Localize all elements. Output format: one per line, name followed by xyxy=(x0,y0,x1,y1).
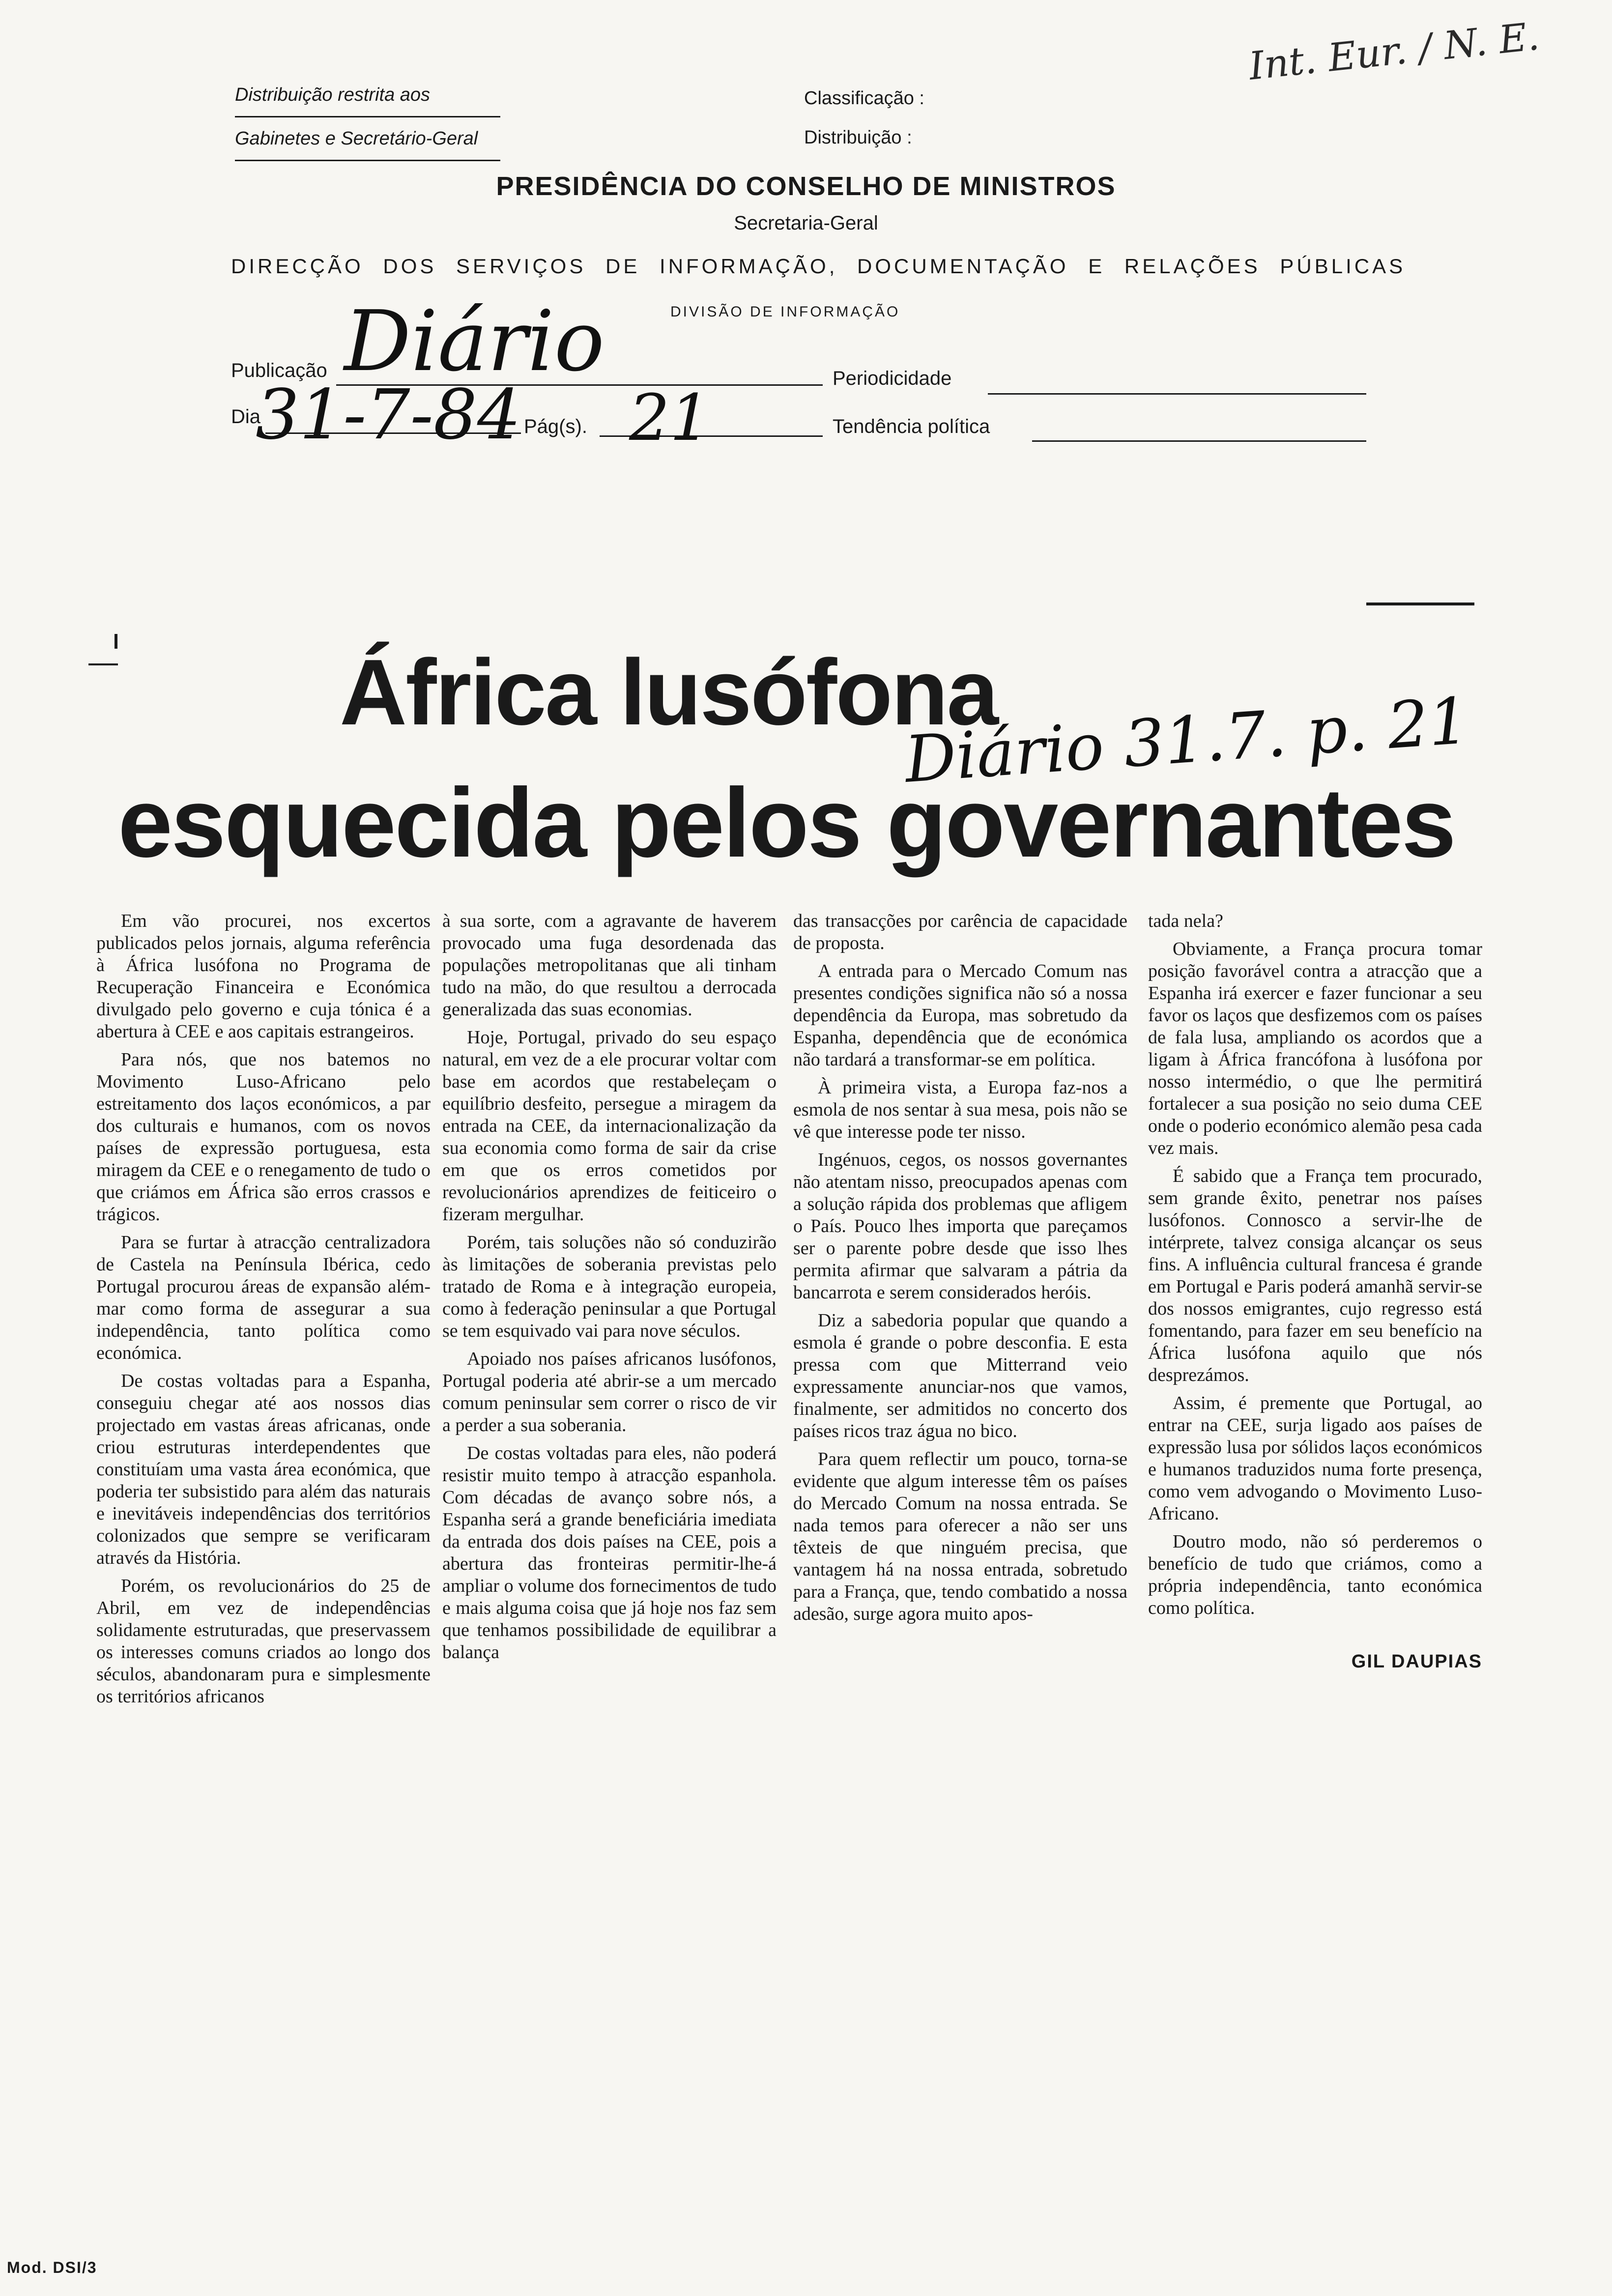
pags-handwritten: 21 xyxy=(629,380,711,455)
handwritten-corner-note: Int. Eur. / N. E. xyxy=(1246,14,1542,89)
distribution-notice xyxy=(235,74,500,161)
decorative-rule xyxy=(1366,603,1474,605)
publicacao-label: Publicação xyxy=(231,360,327,381)
paragraph: De costas voltadas para eles, não poderá resistir muito tempo à atracção espanhola. Com décadas de avanço sobre nós, a Espanha será a grande beneficiária imediata da entrada dos dois países na CEE, pois a abertura das fronteiras permitir-lhe-á ampliar o volume dos fornecimentos de tudo e mais alguma coisa que já hoje nos faz sem que tenhamos possibilidade de equilibrar a balança xyxy=(442,1443,777,1663)
division-heading: DIVISÃO DE INFORMAÇÃO xyxy=(670,304,900,320)
paragraph: Para nós, que nos batemos no Movimento Luso-Africano pelo estreitamento dos laços económicos, a par dos culturais e humanos, com os novos países de expressão portuguesa, esta miragem da CEE e o renegamento de tudo o que criámos em África são erros crassos e trágicos. xyxy=(96,1049,431,1225)
paragraph: Obviamente, a França procura tomar posição favorável contra a atracção que a Espanha irá exercer e fazer funcionar a seu favor os laços que desfizemos com os países de fala lusa, ampliando os acordos que a ligam à África francófona à lusófona por nosso intermédio, o que lhe permitirá fortalecer a sua posição no seio duma CEE onde o poderio económico alemão pesa cada vez mais. xyxy=(1148,939,1482,1158)
paragraph: É sabido que a França tem procurado, sem grande êxito, penetrar nos países lusófonos. Connosco a servir-lhe de intérprete, talvez consiga alcançar os seus fins. A influência cultural francesa é grande em Portugal e Paris poderá amanhã servir-se dos nossos emigrantes, cujo regresso está fomentando, para fazer em seu benefício na África lusófona aquilo que nós desprezámos. xyxy=(1148,1166,1482,1385)
paragraph: Hoje, Portugal, privado do seu espaço natural, em vez de a ele procurar voltar com base em acordos que restabeleçam o equilíbrio desfeito, persegue a miragem da entrada na CEE, da internacionalização da sua economia como forma de sair da crise em que os erros cometidos por revolucionários aprendizes de feiticeiro o fizeram mergulhar. xyxy=(442,1027,777,1225)
tendencia-label: Tendência política xyxy=(833,416,990,437)
article-author: GIL DAUPIAS xyxy=(1351,1651,1482,1672)
paragraph: A entrada para o Mercado Comum nas presentes condições significa não só a nossa dependência da Europa, mas sobretudo da Espanha, dependência que de económica não tardará a transformar-se em política. xyxy=(793,961,1127,1070)
article-title-line-1: África lusófona xyxy=(340,640,997,745)
periodicidade-line xyxy=(988,393,1366,395)
paragraph: De costas voltadas para a Espanha, conseguiu chegar até aos nossos dias projectado em vastas áreas africanas, onde criou estruturas interdependentes que constituíam uma vasta área económica, que poderia ter subsistido para além das naturais e inevitáveis independências dos territórios colonizados que sempre se verificaram através da História. xyxy=(96,1371,431,1568)
article-column-3 xyxy=(793,910,1127,1631)
restricted-line-2: Gabinetes e Secretário-Geral xyxy=(235,117,500,161)
paragraph: Apoiado nos países africanos lusófonos, Portugal poderia até abrir-se a um mercado comum peninsular sem correr o risco de vir a perder a sua soberania. xyxy=(442,1349,777,1435)
title-handwritten-note: Diário 31.7. p. 21 xyxy=(902,683,1471,797)
form-code: Mod. DSI/3 xyxy=(7,2259,97,2276)
publicacao-handwritten: Diário xyxy=(344,293,605,390)
distribuicao-label: Distribuição : xyxy=(804,127,912,148)
paragraph: Ingénuos, cegos, os nossos governantes não atentam nisso, preocupados apenas com a solução rápida dos problemas que afligem o País. Pouco lhes importa que pareçamos ser o parente pobre desde que isso lhes permita afirmar que salvaram a pátria da bancarrota e serem considerados heróis. xyxy=(793,1149,1127,1303)
classificacao-label: Classificação : xyxy=(804,88,924,109)
restricted-line-1: Distribuição restrita aos xyxy=(235,74,500,117)
paragraph: Para quem reflectir um pouco, torna-se evidente que algum interesse têm os países do Mercado Comum na nossa entrada. Se nada temos para oferecer a não ser uns têxteis de que ninguém precisa, que vantagem há na nossa entrada, sobretudo para a França, que, tendo combatido a nossa adesão, surge agora muito apos- xyxy=(793,1449,1127,1624)
paragraph: Assim, é premente que Portugal, ao entrar na CEE, surja ligado aos países de expressão lusa por sólidos laços económicos e humanos traduzidos numa forte presença, como vem advogando o Movimento Luso-Africano. xyxy=(1148,1393,1482,1524)
directorate-heading: DIRECÇÃO DOS SERVIÇOS DE INFORMAÇÃO, DOCUMENTAÇÃO E RELAÇÕES PÚBLICAS xyxy=(231,255,1406,278)
article-column-2 xyxy=(442,910,777,1669)
dia-handwritten: 31-7-84 xyxy=(256,375,521,455)
periodicidade-label: Periodicidade xyxy=(833,368,952,389)
tendencia-line xyxy=(1032,440,1366,442)
paragraph: à sua sorte, com a agravante de haverem provocado uma fuga desordenada das populações metropolitanas que ali tinham tudo na mão, do que resultou a derrocada generalizada das suas economias. xyxy=(442,911,777,1020)
paragraph: tada nela? xyxy=(1148,911,1223,931)
paragraph: Porém, os revolucionários do 25 de Abril, em vez de independências solidamente estruturadas, que preservassem os interesses comuns criados ao longo dos séculos, abandonaram pura e simplesmente os territórios africanos xyxy=(96,1576,431,1707)
article-column-1 xyxy=(96,910,431,1714)
paragraph: Para se furtar à atracção centralizadora de Castela na Península Ibérica, cedo Portugal procurou áreas de expansão além-mar como forma de assegurar a sua independência, tanto política como económica. xyxy=(96,1232,431,1363)
paragraph: Diz a sabedoria popular que quando a esmola é grande o pobre desconfia. E esta pressa com que Mitterrand veio expressamente anunciar-nos que vamos, finalmente, ser admitidos no concerto dos países ricos traz água no bico. xyxy=(793,1310,1127,1441)
presidency-heading: PRESIDÊNCIA DO CONSELHO DE MINISTROS xyxy=(496,172,1116,201)
article-title-line-2: esquecida pelos governantes xyxy=(118,768,1455,878)
dia-label: Dia xyxy=(231,406,261,428)
classification-block xyxy=(804,79,924,157)
article-column-4 xyxy=(1148,910,1482,1673)
secretaria-heading: Secretaria-Geral xyxy=(734,212,878,234)
paragraph: das transacções por carência de capacidade de proposta. xyxy=(793,911,1127,953)
pags-label: Pág(s). xyxy=(524,416,587,437)
paragraph: Doutro modo, não só perderemos o benefício de tudo que criámos, como a própria independência, tanto económica como política. xyxy=(1148,1531,1482,1618)
paragraph: À primeira vista, a Europa faz-nos a esmola de nos sentar à sua mesa, pois não se vê que interesse pode ter nisso. xyxy=(793,1077,1127,1142)
paragraph: Em vão procurei, nos excertos publicados pelos jornais, alguma referência à África lusófona no Programa de Recuperação Financeira e Económica divulgado pelo governo e cuja tónica é a abertura à CEE e aos capitais estrangeiros. xyxy=(96,911,431,1042)
paragraph: Porém, tais soluções não só conduzirão às limitações de soberania previstas pelo tratado de Roma e à integração europeia, como à federação peninsular a que Portugal se tem esquivado vai para nove séculos. xyxy=(442,1232,777,1341)
